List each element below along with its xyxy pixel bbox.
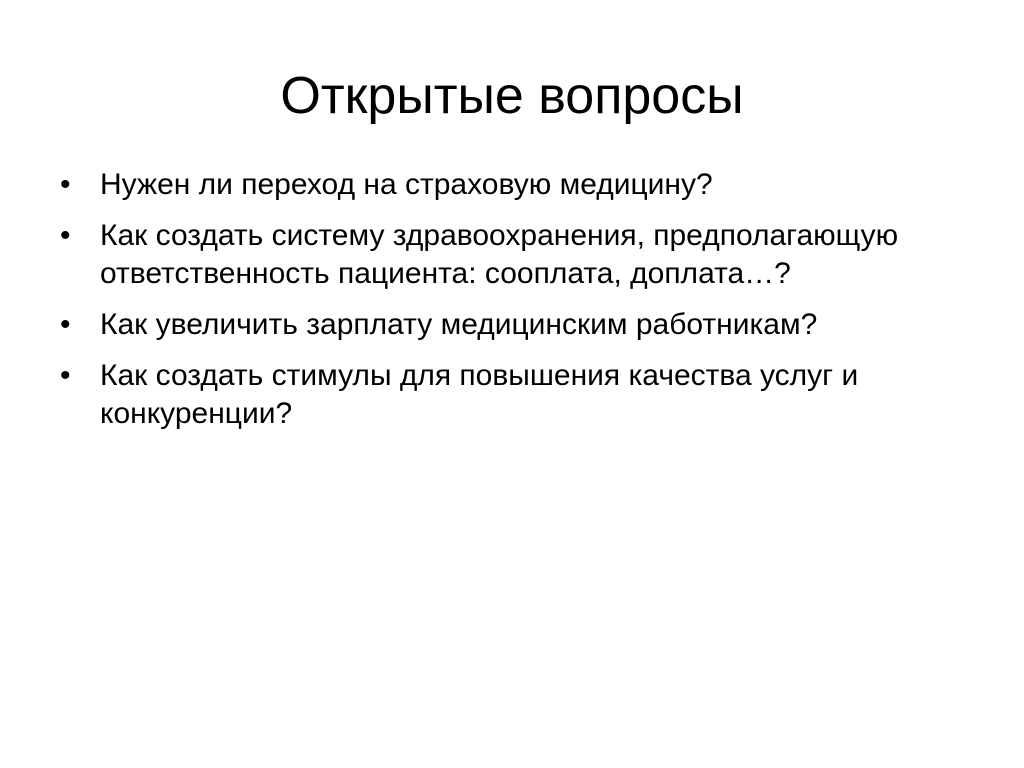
bullet-text: Как увеличить зарплату медицинским работникам?	[100, 308, 818, 341]
bullet-text: Как создать систему здравоохранения, предполагающую ответственность пациента: сооплата, доплата…?	[100, 219, 899, 290]
bullet-item	[58, 306, 978, 344]
bullet-item	[58, 217, 978, 293]
bullet-icon: •	[60, 168, 71, 201]
bullet-item	[58, 166, 978, 204]
bullet-text: Как создать стимулы для повышения качества услуг и конкуренции?	[100, 359, 859, 430]
bullet-list	[58, 166, 978, 446]
bullet-item	[58, 357, 978, 433]
bullet-text: Нужен ли переход на страховую медицину?	[100, 168, 713, 201]
bullet-icon: •	[60, 308, 71, 341]
slide-title: Открытые вопросы	[280, 67, 744, 125]
bullet-icon: •	[60, 359, 71, 392]
bullet-icon: •	[60, 219, 71, 252]
